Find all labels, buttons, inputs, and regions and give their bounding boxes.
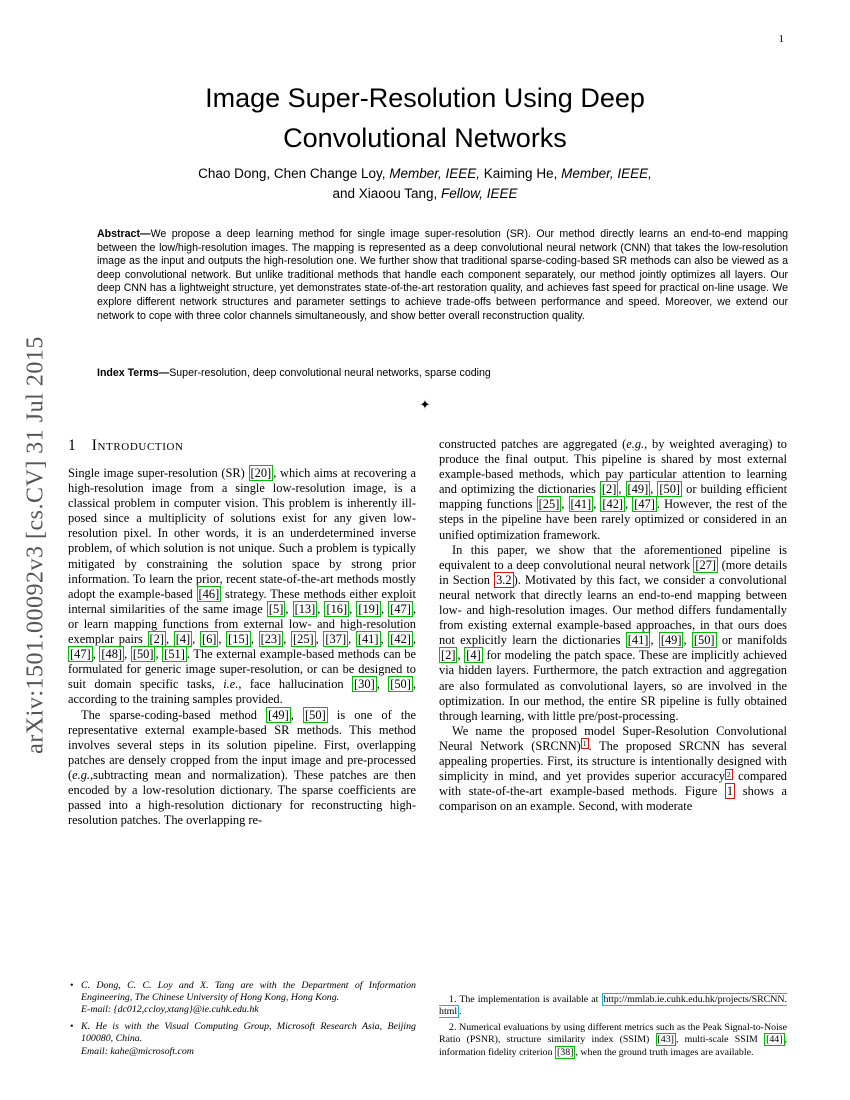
footnote-1: 1. The implementation is available at http://mmlab.ie.cuhk.edu.hk/projects/SRCNN.html . [439,993,787,1018]
paragraph: We name the proposed model Super-Resolution Convolutional Neural Network (SRCNN) $^1$ . The proposed SRCNN has several appealing properties. First, its structure is intentionally designed with simplicity in mind, and yet provides superior accuracy $^2$ compared with state-of-the-art example-based methods. Figure 1 shows a comparison on an example. Second, with moderate [439,723,787,814]
internal-ref-link[interactable]: 1 [726,784,734,799]
abstract [97,228,788,323]
citation-link[interactable]: [47] [70,647,91,662]
emphasis-text: Member, IEEE, [389,166,481,181]
citation-link[interactable]: [41] [627,633,649,648]
left-column [68,437,416,1062]
title-line-1: Image Super-Resolution Using Deep [205,83,645,113]
citation-link[interactable]: [49] [627,482,649,497]
index-terms-label: Index Terms— [97,367,170,379]
affiliation-email: E-mail: {dc012,ccloy,xtang}@ie.cuhk.edu.hk [81,1004,259,1016]
emphasis-text: e.g. [626,437,645,451]
citation-link[interactable]: [19] [358,601,379,616]
citation-link[interactable]: [42] [602,497,624,512]
two-column-body [68,437,787,1062]
paragraph: The sparse-coding-based method [49] , [50] is one of the representative external example-based SR methods. This method involves several steps in its solution pipeline. First, overlapping patches are densely cropped from the input image and pre-processed (e.g.,subtracting mean and normalization). These patches are then encoded by a low-resolution dictionary. The sparse coefficients are passed into a high-resolution dictionary for reconstructing high-resolution patches. The overlapping re- [68,707,416,828]
citation-link[interactable]: [2] [441,648,456,663]
citation-link[interactable]: [5] [268,601,284,616]
citation-link[interactable]: [13] [294,601,316,616]
citation-link[interactable]: [25] [293,632,314,647]
citation-link[interactable]: [50] [659,482,681,497]
footnote-2: 2. Numerical evaluations by using different metrics such as the Peak Signal-to-Noise Ratio (PSNR), structure similarity index (SSIM) [43] , multi-scale SSIM [44] , information fidelity criterion [38] , when the ground truth images are available. [439,1021,787,1058]
title-line-2: Convolutional Networks [283,123,567,153]
emphasis-text: i.e., [223,677,242,692]
citation-link[interactable]: [27] [695,557,717,572]
paragraph: In this paper, we show that the aforementioned pipeline is equivalent to a deep convolutional neural network [27] (more details in Section 3.2 ). Motivated by this fact, we consider a convolutional neural network that directly learns an end-to-end mapping between low- and high-resolution images. Our method differs fundamentally from existing external example-based approaches, in that ours does not explicitly learn the dictionaries [41] , [49] , [50] or manifolds [2] , [4] for modeling the patch space. These are implicitly achieved via hidden layers. Furthermore, the patch extraction and aggregation are also formulated as convolutional layers, so are involved in the optimization. In our method, the entire SR pipeline is fully obtained through learning, with little pre/post-processing. [439,542,787,723]
internal-ref-link[interactable]: 3.2 [496,572,512,587]
affiliation-email: Email: kahe@microsoft.com [81,1045,194,1057]
citation-link[interactable]: [25] [538,497,560,512]
affiliation-text: K. He is with the Visual Computing Group, Microsoft Research Asia, Beijing 100080, China. [81,1020,416,1045]
section-number: 1 [68,437,76,454]
citation-link[interactable]: [42] [390,632,411,647]
citation-link[interactable]: [50] [132,647,154,662]
arxiv-stamp: arXiv:1501.00092v3 [cs.CV] 31 Jul 2015 [22,336,49,754]
emphasis-text: Fellow, IEEE [441,186,518,201]
bullet-icon: • [70,979,74,991]
citation-link[interactable]: [38] [557,1046,574,1058]
index-terms-text: Super-resolution, deep convolutional neural networks, sparse coding [169,367,491,379]
citation-link[interactable]: [47] [390,601,411,616]
citation-link[interactable]: [50] [305,707,326,722]
affiliation-text: C. Dong, C. C. Loy and X. Tang are with the Department of Information Engineering, The Chinese University of Hong Kong, Hong Kong. [81,979,416,1003]
section-title: Introduction [91,437,184,454]
emphasis-text: Member, IEEE, [561,166,652,181]
footnote-affiliation-2 [68,1021,416,1058]
right-column [439,437,787,1062]
emphasis-text: e.g., [72,767,94,782]
citation-link[interactable]: [16] [326,601,348,616]
citation-link[interactable]: [4] [175,632,191,647]
paper-title [0,78,850,158]
citation-link[interactable]: [50] [390,677,411,692]
citation-link[interactable]: [23] [260,632,282,647]
author-list [0,164,850,204]
numbered-footnotes [439,994,787,1062]
citation-link[interactable]: [2] [149,632,164,647]
citation-link[interactable]: [44] [766,1034,783,1046]
author-line-1: Chao Dong, Chen Change Loy, Member, IEEE, Kaiming He, Member, IEEE, [198,166,652,181]
index-terms [97,367,788,381]
citation-link[interactable]: [47] [634,497,655,512]
abstract-text: We propose a deep learning method for single image super-resolution (SR). Our method directly learns an end-to-end mapping between the low/high-resolution images. The mapping is represented as a deep convolutional neural network (CNN) that takes the low-resolution image as the input and outputs the high-resolution one. We further show that traditional sparse-coding-based SR methods can also be viewed as a deep convolutional network. But unlike traditional methods that handle each component separately, our method jointly optimizes all layers. Our deep CNN has a lightweight structure, yet demonstrates state-of-the-art restoration quality, and achieves fast speed for practical on-line usage. We explore different network structures and parameter settings to achieve trade-offs between performance and speed. Moreover, we extend our network to cope with three color channels simultaneously, and show better overall reconstruction quality. [97,228,788,322]
citation-link[interactable]: [48] [101,647,123,662]
citation-link[interactable]: [51] [164,647,185,662]
abstract-label: Abstract— [97,228,151,240]
citation-link[interactable]: [2] [601,482,617,497]
footnote-marker-link[interactable]: 1 [582,739,587,749]
paragraph: Single image super-resolution (SR) [20] , which aims at recovering a high-resolution image from a single low-resolution image, is a classical problem in computer vision. This problem is inherently ill-posed since a multiplicity of solutions exist for any given low-resolution pixel. In other words, it is an underdetermined inverse problem, of which solution is not unique. Such a problem is typically mitigated by constraining the solution space by strong prior information. To learn the prior, recent state-of-the-art methods mostly adopt the example-based [46] strategy. These methods either exploit internal similarities of the same image [5] , [13] , [16] , [19] , [47] , or learn mapping functions from external low- and high-resolution exemplar pairs [2] , [4] , [6] , [15] , [23] , [25] , [37] , [41] , [42] , [47] , [48] , [50] , [51] . The external example-based methods can be formulated for generic image super-resolution, or can be designed to suit domain specific tasks, i.e., face hallucination [30] , [50] , according to the training samples provided. [68,466,416,707]
citation-link[interactable]: [49] [660,633,682,648]
citation-link[interactable]: [43] [657,1034,674,1046]
section-heading-introduction [68,437,416,455]
citation-link[interactable]: [4] [466,648,481,663]
citation-link[interactable]: [30] [354,677,375,692]
author-footnotes [68,980,416,1062]
page-number: 1 [778,33,784,45]
paragraph: constructed patches are aggregated (e.g., by weighted averaging) to produce the final output. This pipeline is shared by most external example-based methods, which pay particular attention to learning and optimizing the dictionaries [2] , [49] , [50] or building efficient mapping functions [25] , [41] , [42] , [47] . However, the rest of the steps in the pipeline have been rarely optimized or considered in an unified optimization framework. [439,437,787,542]
citation-link[interactable]: [41] [570,497,592,512]
bullet-icon: • [70,1020,74,1032]
title-body-separator-diamond-icon: ✦ [419,397,431,412]
citation-link[interactable]: [49] [268,707,289,722]
footnote-marker-link[interactable]: 2 [726,769,731,779]
citation-link[interactable]: [15] [228,632,249,647]
citation-link[interactable]: [46] [198,586,220,601]
citation-link[interactable]: [50] [693,633,715,648]
author-line-2: and Xiaoou Tang, Fellow, IEEE [332,186,518,201]
footnote-affiliation-1 [68,980,416,1017]
citation-link[interactable]: [20] [250,466,272,480]
citation-link[interactable]: [6] [201,632,217,647]
citation-link[interactable]: [37] [325,632,347,647]
url-link[interactable]: http://mmlab.ie.cuhk.edu.hk/projects/SRCNN.html [439,993,787,1018]
citation-link[interactable]: [41] [357,632,379,647]
